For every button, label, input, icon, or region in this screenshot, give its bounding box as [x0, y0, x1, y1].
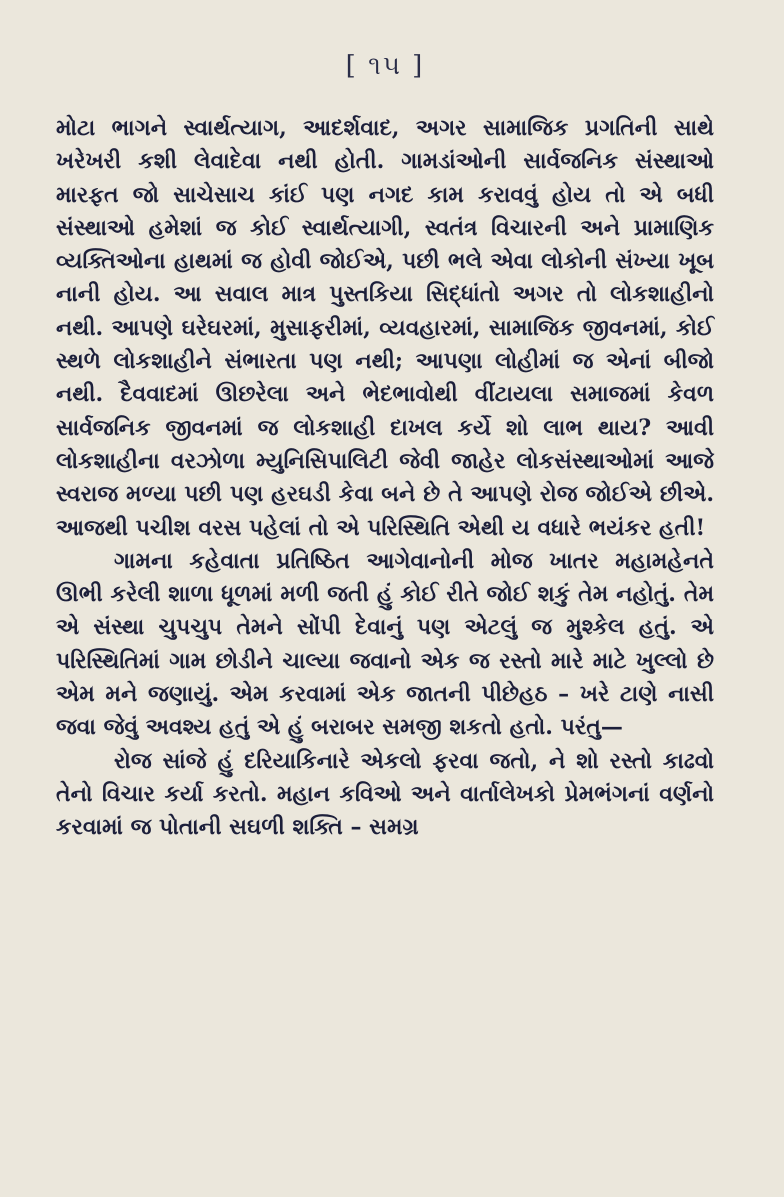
page-number: [ ૧૫ ] [345, 51, 425, 81]
paragraph-3: રોજ સાંજે હું દરિયાકિનારે એકલો ફરવા જતો, ને શો રસ્તો કાઢવો તેનો વિચાર કર્યા કરતો. મહાન કવિઓ અને વાર્તાલેખકો પ્રેમભંગનાં વર્ણનો કરવામાં જ પોતાની સઘળી શક્તિ – સમગ્ર [56, 747, 714, 841]
paragraph-1: મોટા ભાગને સ્વાર્થત્યાગ, આદર્શવાદ, અગર સામાજિક પ્રગતિની સાથે ખરેખરી કશી લેવાદેવા નથી હોતી. ગામડાંઓની સાર્વજનિક સંસ્થાઓ મારફત જો સાચેસાચ કાંઈ પણ નગદ કામ કરાવવું હોય તો એ બધી સંસ્થાઓ હમેશાં જ કોઈ સ્વાર્થત્યાગી, સ્વતંત્ર વિચારની અને પ્રામાણિક વ્યક્તિઓના હાથમાં જ હોવી જોઈએ, પછી ભલે એવા લોકોની સંખ્યા ખૂબ નાની હોય. આ સવાલ માત્ર પુસ્તકિયા સિદ્ધાંતો અગર તો લોકશાહીનો નથી. આપણે ઘરેઘરમાં, મુસાફરીમાં, વ્યવહારમાં, સામાજિક જીવનમાં, કોઈ સ્થળે લોકશાહીને સંભારતા પણ નથી; આપણા લોહીમાં જ એનાં બીજો નથી. દૈવવાદમાં ઊછરેલા અને ભેદભાવોથી વીંટાયલા સમાજમાં કેવળ સાર્વજનિક જીવનમાં જ લોકશાહી દાખલ કર્યે શો લાભ થાય? આવી લોકશાહીના વરઝોળા મ્યુનિસિપાલિટી જેવી જાહેર લોકસંસ્થાઓમાં આજે સ્વરાજ મળ્યા પછી પણ હરઘડી કેવા બને છે તે આપણે રોજ જોઈએ છીએ. આજથી પચીશ વરસ પહેલાં તો એ પરિસ્થિતિ એથી ય વધારે ભયંકર હતી! [56, 115, 714, 541]
paragraph-2: ગામના કહેવાતા પ્રતિષ્ઠિત આગેવાનોની મોજ ખાતર મહામહેનતે ઊભી કરેલી શાળા ધૂળમાં મળી જતી હું કોઈ રીતે જોઈ શકું તેમ નહોતું. તેમ એ સંસ્થા ચુપચુપ તેમને સોંપી દેવાનું પણ એટલું જ મુશ્કેલ હતું. એ પરિસ્થિતિમાં ગામ છોડીને ચાલ્યા જવાનો એક જ રસ્તો મારે માટે ખુલ્લો છે એમ મને જણાયું. એમ કરવામાં એક જાતની પીછેહઠ – ખરે ટાણે નાસી જવા જેવું અવશ્ય હતું એ હું બરાબર સમજી શકતો હતો. પરંતુ— [56, 547, 714, 741]
body-text [56, 112, 714, 845]
